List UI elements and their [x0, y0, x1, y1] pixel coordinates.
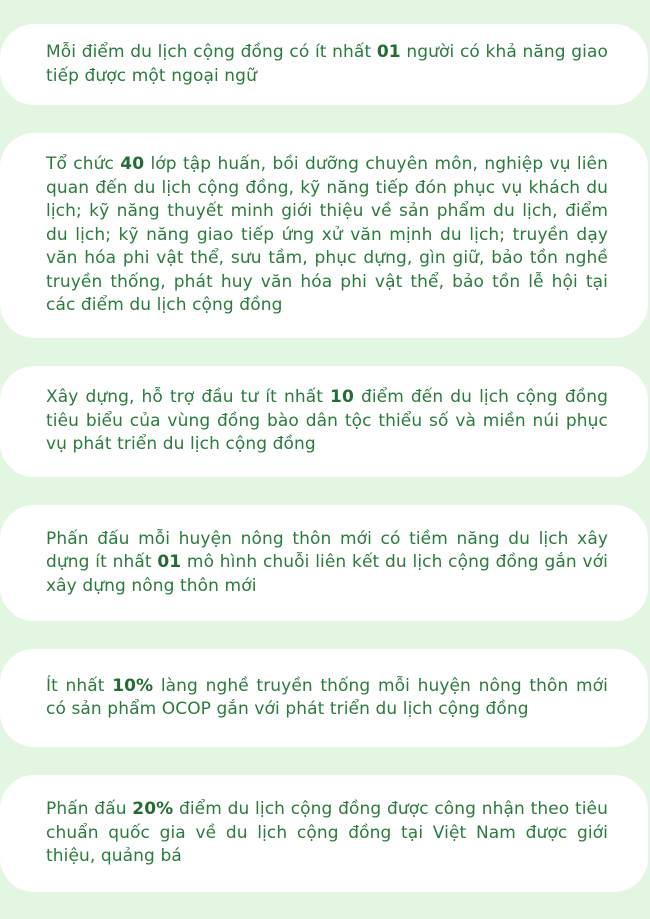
- target-highlight-3: 10: [330, 387, 354, 408]
- target-card-5: [0, 649, 648, 747]
- target-text-1: [46, 41, 608, 88]
- target-text-3-before: Xây dựng, hỗ trợ đầu tư ít nhất: [46, 387, 331, 408]
- target-card-1: [0, 24, 648, 105]
- target-highlight-4: 01: [157, 552, 182, 573]
- target-text-4: [46, 528, 608, 599]
- target-text-1-before: Mỗi điểm du lịch cộng đồng có ít nhất: [46, 42, 377, 62]
- target-highlight-5: 10%: [112, 675, 154, 696]
- target-text-6-before: Phấn đấu: [46, 799, 133, 820]
- target-text-2-after: lớp tập huấn, bồi dưỡng chuyên môn, nghiệp vụ liên quan đến du lịch cộng đồng, kỹ năng tiếp đón phục vụ khách du lịch; kỹ năng thuyết minh giới thiệu về sản phẩm du lịch, điểm du lịch; kỹ năng giao tiếp ứng xử văn mịnh du lịch; truyền dạy văn hóa phi vật thể, sưu tầm, phục dựng, gìn giữ, bảo tồn nghề truyền thống, phát huy văn hóa phi vật thể, bảo tồn lễ hội tại các điểm du lịch cộng đồng: [46, 154, 608, 316]
- target-highlight-2: 40: [120, 154, 145, 175]
- target-text-4-after: mô hình chuỗi liên kết du lịch cộng đồng gắn với xây dựng nông thôn mới: [46, 552, 608, 596]
- target-text-3-after: điểm đến du lịch cộng đồng tiêu biểu của vùng đồng bào dân tộc thiểu số và miền núi phục vụ phát triển du lịch cộng đồng: [46, 387, 608, 455]
- target-highlight-6: 20%: [132, 799, 174, 820]
- target-text-5-before: Ít nhất: [46, 675, 113, 696]
- target-text-1-after: người có khả năng giao tiếp được một ngoại ngữ: [46, 42, 608, 86]
- target-text-3: [46, 386, 608, 457]
- target-highlight-1: 01: [376, 42, 401, 62]
- target-text-2: [46, 153, 608, 318]
- target-text-6: [46, 798, 608, 869]
- target-card-2: [0, 133, 648, 338]
- target-text-4-before: Phấn đấu mỗi huyện nông thôn mới có tiềm năng du lịch xây dựng ít nhất: [46, 528, 608, 573]
- target-card-4: [0, 505, 648, 621]
- target-card-6: [0, 775, 648, 892]
- target-text-6-after: điểm du lịch cộng đồng được công nhận theo tiêu chuẩn quốc gia về du lịch cộng đồng tại Việt Nam được giới thiệu, quảng bá: [46, 799, 608, 867]
- target-card-3: [0, 366, 648, 477]
- target-text-5: [46, 675, 608, 722]
- target-text-5-after: làng nghề truyền thống mỗi huyện nông thôn mới có sản phẩm OCOP gắn với phát triển du lịch cộng đồng: [46, 675, 608, 719]
- target-text-2-before: Tổ chức: [46, 154, 121, 175]
